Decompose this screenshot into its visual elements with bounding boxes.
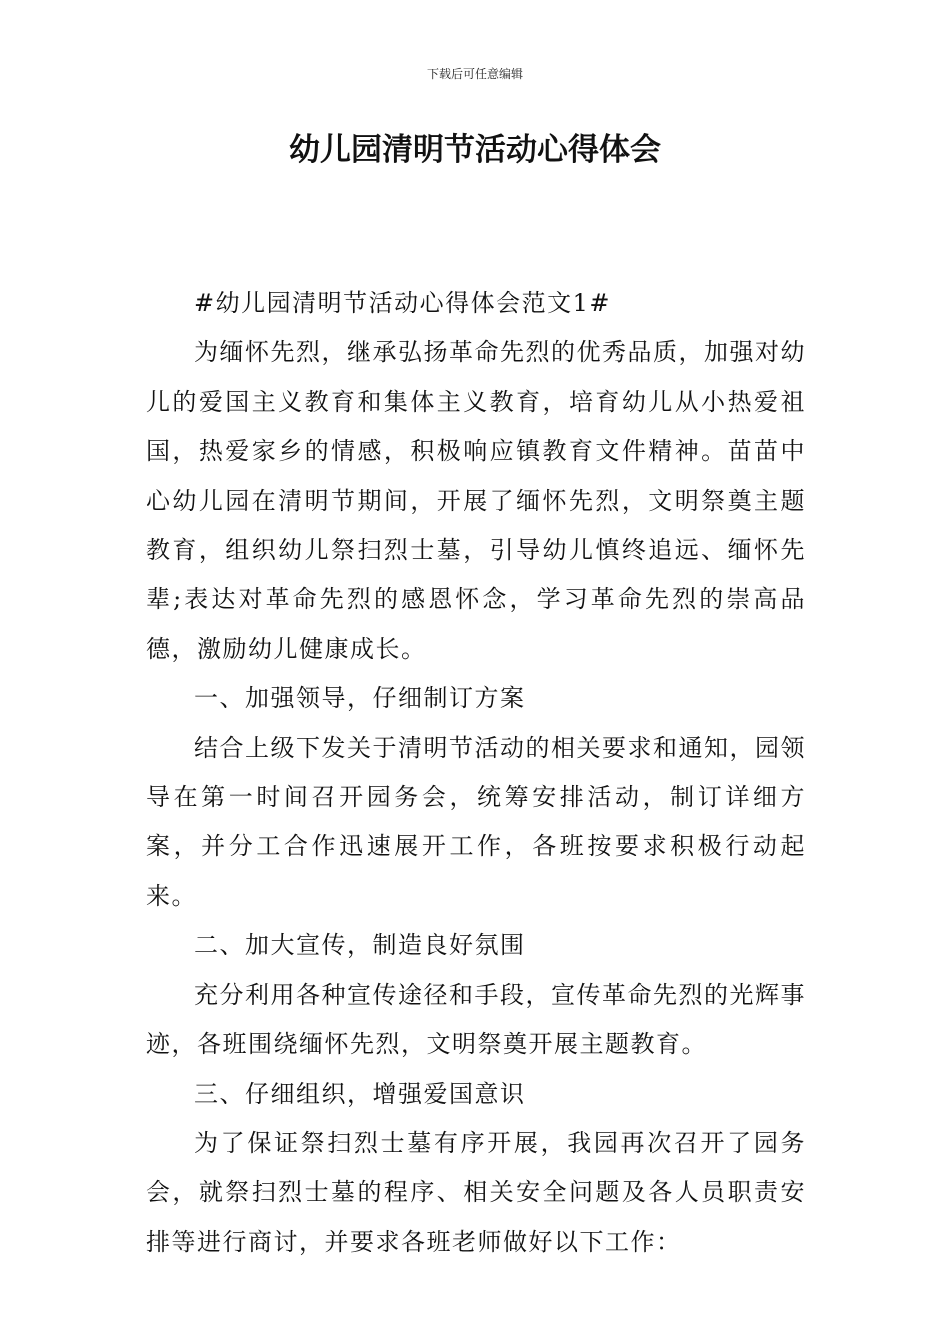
paragraph-section-3: 为了保证祭扫烈士墓有序开展，我园再次召开了园务会，就祭扫烈士墓的程序、相关安全问题及各人员职责安排等进行商讨，并要求各班老师做好以下工作： bbox=[146, 1128, 806, 1256]
paragraph-intro: 为缅怀先烈，继承弘扬革命先烈的优秀品质，加强对幼儿的爱国主义教育和集体主义教育，培育幼儿从小热爱祖国，热爱家乡的情感，积极响应镇教育文件精神。苗苗中心幼儿园在清明节期间，开展了缅怀先烈，文明祭奠主题教育，组织幼儿祭扫烈士墓，引导幼儿慎终追远、缅怀先辈;表达对革命先烈的感恩怀念，学习革命先烈的崇高品德，激励幼儿健康成长。 bbox=[146, 338, 806, 663]
paragraph-section-1: 结合上级下发关于清明节活动的相关要求和通知，园领导在第一时间召开园务会，统筹安排活动，制订详细方案，并分工合作迅速展开工作，各班按要求积极行动起来。 bbox=[146, 733, 806, 910]
section-heading-2: 二、加大宣传，制造良好氛围 bbox=[194, 931, 526, 960]
paragraph-section-2: 充分利用各种宣传途径和手段，宣传革命先烈的光辉事迹，各班围绕缅怀先烈，文明祭奠开展主题教育。 bbox=[146, 980, 806, 1059]
section-heading-1: 一、加强领导，仔细制订方案 bbox=[194, 684, 526, 713]
section-heading-3: 三、仔细组织，增强爱国意识 bbox=[194, 1079, 526, 1108]
paragraph-sample-heading: #幼儿园清明节活动心得体会范文1# bbox=[194, 289, 611, 317]
document-title: 幼儿园清明节活动心得体会 bbox=[289, 132, 661, 168]
document-body bbox=[146, 279, 806, 1267]
header-note: 下载后可任意编辑 bbox=[426, 67, 523, 81]
